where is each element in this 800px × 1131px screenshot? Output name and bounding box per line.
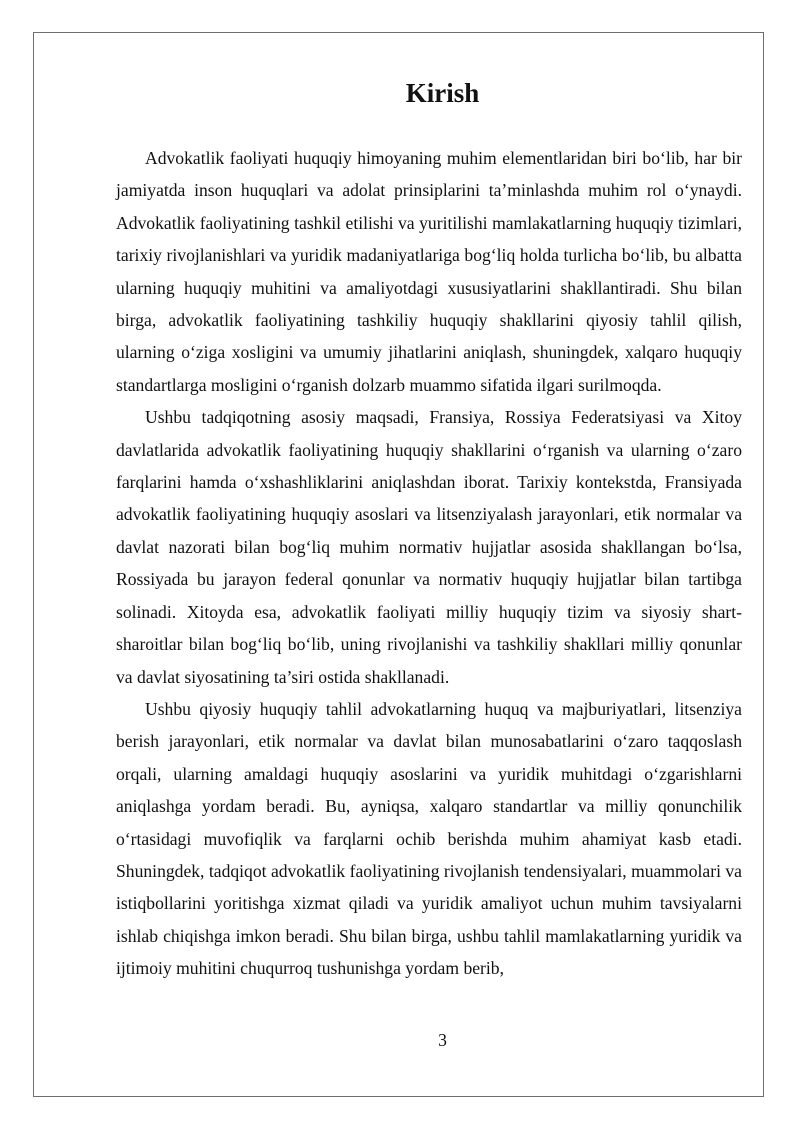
paragraph-2: Ushbu tadqiqotning asosiy maqsadi, Fransiya, Rossiya Federatsiyasi va Xitoy davlatlarida advokatlik faoliyatining huquqiy shakllarini o‘rganish va ularning o‘zaro farqlarini hamda o‘xshashliklarini aniqlashdan iborat. Tarixiy kontekstda, Fransiyada advokatlik faoliyatining huquqiy asoslari va litsenziyalash jarayonlari, etik normalar va davlat nazorati bilan bog‘liq muhim normativ hujjatlar asosida shakllangan bo‘lsa, Rossiyada bu jarayon federal qonunlar va normativ huquqiy hujjatlar bilan tartibga solinadi. Xitoyda esa, advokatlik faoliyati milliy huquqiy tizim va siyosiy shart-sharoitlar bilan bog‘liq bo‘lib, uning rivojlanishi va tashkiliy shakllari milliy qonunlar va davlat siyosatining ta’siri ostida shakllanadi. [116, 407, 742, 687]
page-title: Kirish [405, 78, 480, 108]
paragraph-1: Advokatlik faoliyati huquqiy himoyaning muhim elementlaridan biri bo‘lib, har bir jamiyatda inson huquqlari va adolat prinsiplarini ta’minlashda muhim rol o‘ynaydi. Advokatlik faoliyatining tashkil etilishi va yuritilishi mamlakatlarning huquqiy tizimlari, tarixiy rivojlanishlari va yuridik madaniyatlariga bog‘liq holda turlicha bo‘lib, bu albatta ularning huquqiy muhitini va amaliyotdagi xususiyatlarini shakllantiradi. Shu bilan birga, advokatlik faoliyatining tashkiliy huquqiy shakllarini qiyosiy tahlil qilish, ularning o‘ziga xosligini va umumiy jihatlarini aniqlash, shuningdek, xalqaro huquqiy standartlarga mosligini o‘rganish dolzarb muammo sifatida ilgari surilmoqda. [116, 148, 742, 395]
body-text [116, 142, 742, 985]
page-number: 3 [438, 1030, 447, 1050]
paragraph-3: Ushbu qiyosiy huquqiy tahlil advokatlarning huquq va majburiyatlari, litsenziya berish jarayonlari, etik normalar va davlat bilan munosabatlarini o‘zaro taqqoslash orqali, ularning amaldagi huquqiy asoslarini va yuridik muhitdagi o‘zgarishlarni aniqlashga yordam beradi. Bu, ayniqsa, xalqaro standartlar va milliy qonunchilik o‘rtasidagi muvofiqlik va farqlarni ochib berishda muhim ahamiyat kasb etadi. Shuningdek, tadqiqot advokatlik faoliyatining rivojlanish tendensiyalari, muammolari va istiqbollarini yoritishga xizmat qiladi va yuridik amaliyot uchun muhim tavsiyalarni ishlab chiqishga imkon beradi. Shu bilan birga, ushbu tahlil mamlakatlarning yuridik va ijtimoiy muhitini chuqurroq tushunishga yordam berib, [116, 698, 742, 979]
